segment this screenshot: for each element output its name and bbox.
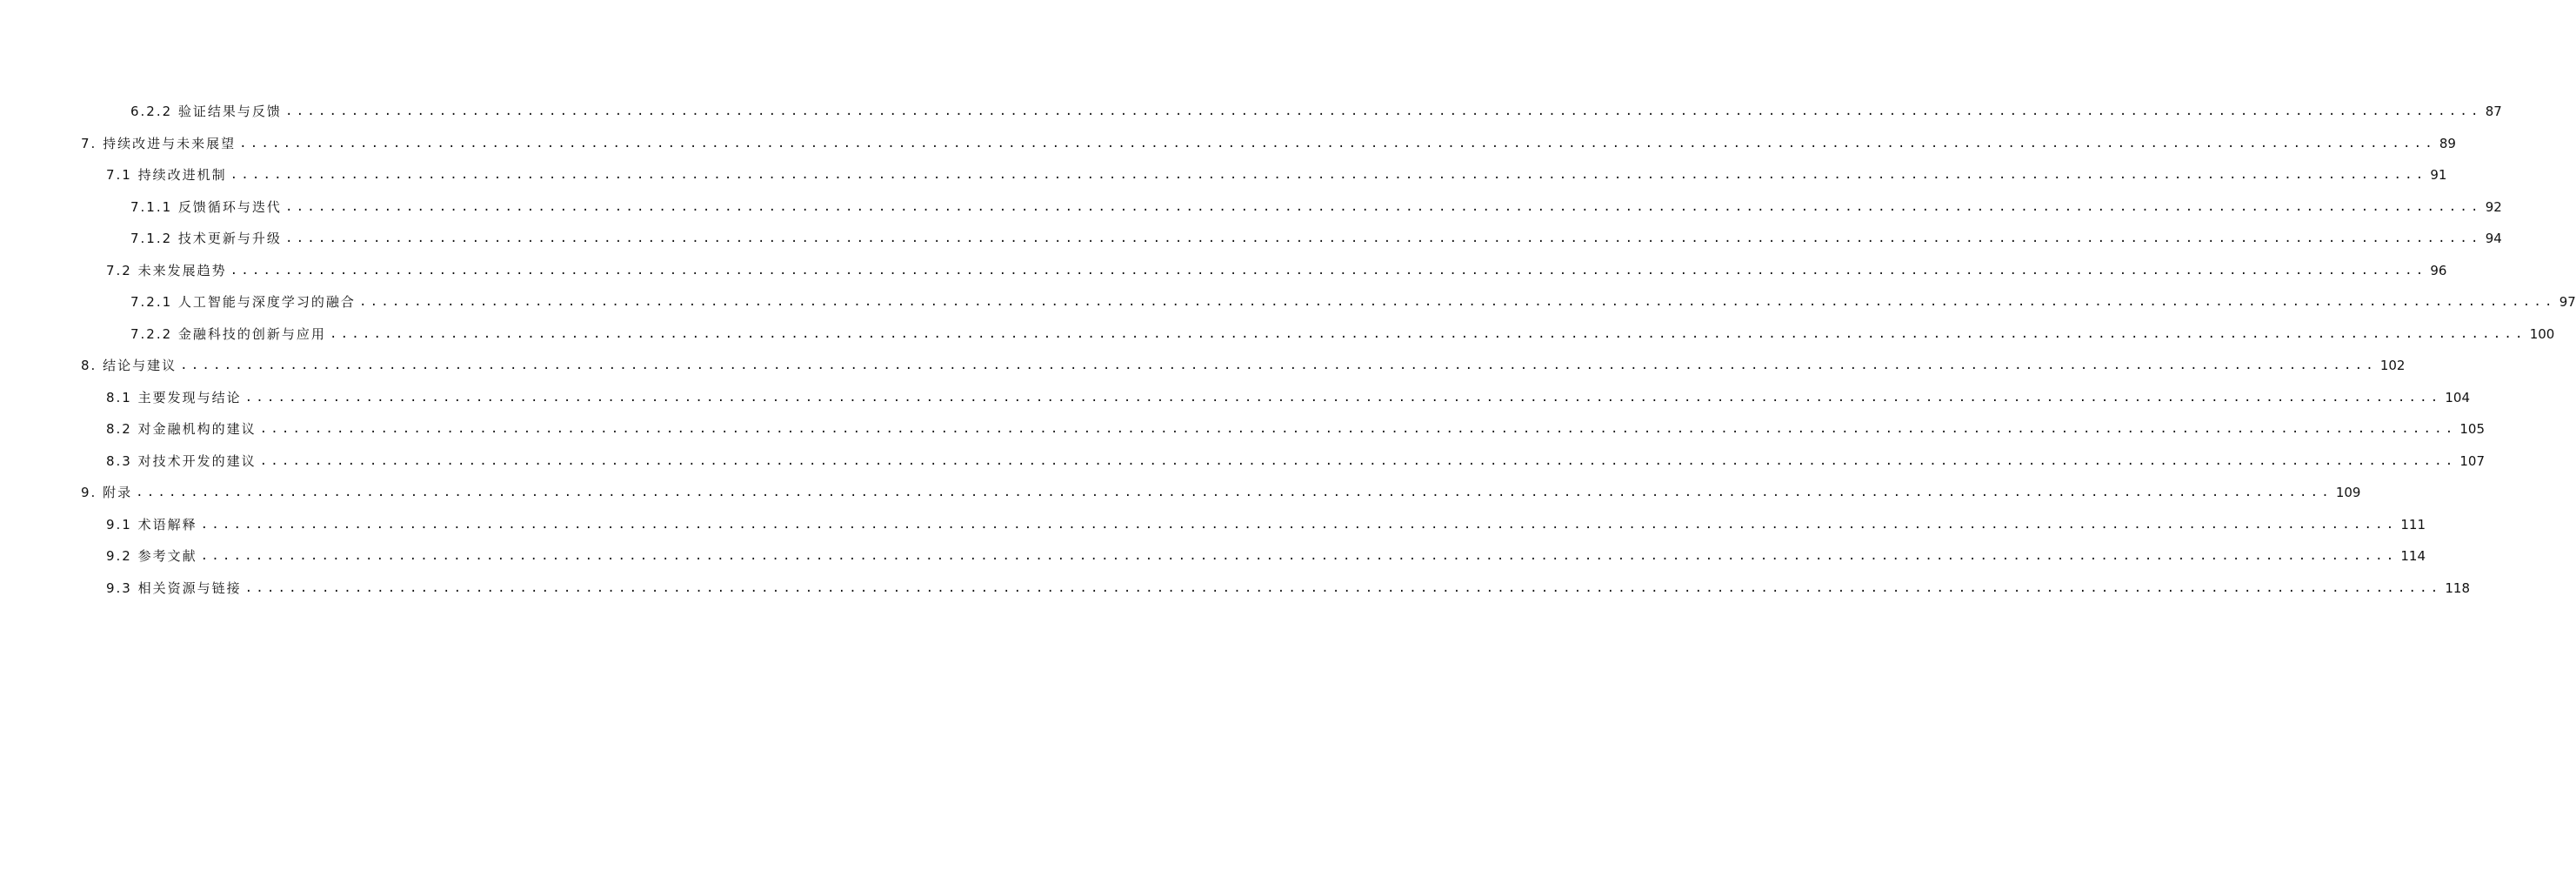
toc-leader-dots: ........................................................................................................................................................................................................ xyxy=(329,326,2526,341)
toc-page-number: 89 xyxy=(2439,135,2456,151)
toc-entry-title: 7.2.1 人工智能与深度学习的融合 xyxy=(130,294,356,310)
toc-entry-title: 7.1.2 技术更新与升级 xyxy=(130,231,282,246)
toc-entry[interactable] xyxy=(106,258,2447,279)
toc-entry[interactable] xyxy=(81,480,2361,501)
toc-entry-title: 6.2.2 验证结果与反馈 xyxy=(130,104,282,119)
toc-leader-dots: ........................................................................................................................................................................................................ xyxy=(180,358,2377,372)
toc-page-number: 97 xyxy=(2559,294,2576,310)
toc-page-number: 94 xyxy=(2485,231,2502,246)
toc-page-number: 91 xyxy=(2430,167,2447,183)
toc-entry-title: 9.2 参考文献 xyxy=(106,548,197,564)
toc-page-number: 87 xyxy=(2485,104,2502,119)
toc-leader-dots: ........................................................................................................................................................................................................ xyxy=(200,549,2398,563)
toc-leader-dots: ........................................................................................................................................................................................................ xyxy=(136,486,2332,499)
toc-entry-title: 7.1.1 反馈循环与迭代 xyxy=(130,198,282,215)
toc-entry-title: 9.3 相关资源与链接 xyxy=(106,579,242,596)
toc-page-number: 100 xyxy=(2529,325,2555,342)
toc-leader-dots: ........................................................................................................................................................................................................ xyxy=(259,453,2457,468)
toc-leader-dots: ........................................................................................................................................................................................................ xyxy=(284,231,2482,245)
toc-page-number: 114 xyxy=(2400,548,2426,564)
toc-entry[interactable] xyxy=(130,290,2576,311)
toc-leader-dots: ........................................................................................................................................................................................................ xyxy=(259,422,2457,436)
toc-entry[interactable] xyxy=(106,385,2471,406)
toc-entry[interactable] xyxy=(106,544,2426,565)
toc-leader-dots: ........................................................................................................................................................................................................ xyxy=(230,263,2427,278)
toc-page-number: 118 xyxy=(2445,579,2471,596)
toc-entry[interactable] xyxy=(130,226,2502,247)
toc-page-number: 96 xyxy=(2430,262,2447,278)
toc-page-number: 105 xyxy=(2459,421,2486,437)
toc-entry[interactable] xyxy=(106,417,2486,438)
toc-entry-title: 8.3 对技术开发的建议 xyxy=(106,452,257,469)
toc-leader-dots: ........................................................................................................................................................................................................ xyxy=(358,295,2556,309)
toc-page-number: 111 xyxy=(2400,516,2426,533)
toc-entry[interactable] xyxy=(81,131,2456,152)
toc-entry-title: 7.2.2 金融科技的创新与应用 xyxy=(130,325,326,342)
toc-entry-title: 7.2 未来发展趋势 xyxy=(106,262,227,278)
toc-entry-title: 9.1 术语解释 xyxy=(106,516,197,533)
toc-leader-dots: ........................................................................................................................................................................................................ xyxy=(244,580,2442,595)
toc-leader-dots: ........................................................................................................................................................................................................ xyxy=(239,136,2436,151)
toc-entry[interactable] xyxy=(106,576,2471,597)
toc-entry[interactable] xyxy=(106,163,2447,184)
toc-entry-title: 9. 附录 xyxy=(81,485,133,500)
toc-leader-dots: ........................................................................................................................................................................................................ xyxy=(230,168,2427,182)
toc-entry[interactable] xyxy=(81,353,2406,374)
toc-entry[interactable] xyxy=(106,449,2486,470)
toc-leader-dots: ........................................................................................................................................................................................................ xyxy=(244,390,2442,405)
toc-page-number: 107 xyxy=(2459,452,2486,469)
toc-page-number: 109 xyxy=(2335,485,2361,500)
toc-entry-title: 8. 结论与建议 xyxy=(81,358,177,373)
toc-entry-title: 7.1 持续改进机制 xyxy=(106,167,227,183)
toc-entry[interactable] xyxy=(130,99,2502,120)
toc-entry[interactable] xyxy=(130,195,2502,216)
toc-entry-title: 8.2 对金融机构的建议 xyxy=(106,421,257,437)
toc-entry-title: 7. 持续改进与未来展望 xyxy=(81,135,237,151)
toc-entry[interactable] xyxy=(106,512,2426,533)
toc-leader-dots: ........................................................................................................................................................................................................ xyxy=(284,199,2482,214)
toc-page-number: 102 xyxy=(2379,358,2406,373)
toc-page-number: 92 xyxy=(2485,198,2502,215)
toc-leader-dots: ........................................................................................................................................................................................................ xyxy=(284,104,2482,118)
toc-page-number: 104 xyxy=(2445,389,2471,405)
toc-entry-title: 8.1 主要发现与结论 xyxy=(106,389,242,405)
toc-entry[interactable] xyxy=(130,322,2555,343)
toc-leader-dots: ........................................................................................................................................................................................................ xyxy=(200,517,2398,532)
